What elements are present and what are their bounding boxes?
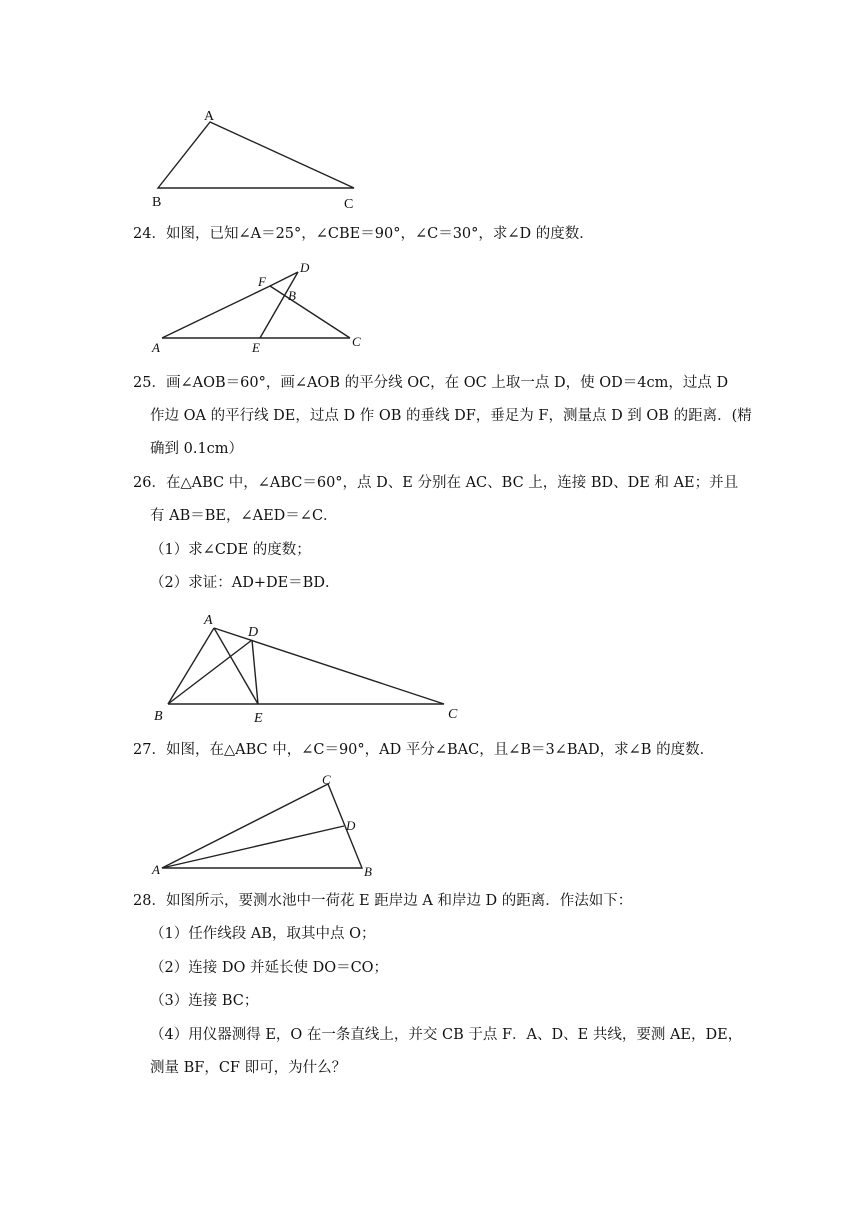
label-b: B [364,864,372,879]
problem-24-diagram [150,256,370,356]
label-c: C [344,197,354,212]
problem-26-line-1: 26．在△ABC 中，∠ABC＝60°，点 D、E 分别在 AC、BC 上，连接 BD、DE 和 AE；并且 [133,475,739,491]
problem-26-diagram [148,606,468,726]
label-f: F [258,274,266,289]
label-d: D [248,625,259,640]
problem-26-part-1: （1）求∠CDE 的度数； [150,542,311,558]
label-b: B [288,288,296,303]
problem-25-line-3: 确到 0.1cm） [150,441,244,457]
problem-28-step-2: （2）连接 DO 并延长使 DO＝CO； [150,960,389,976]
problem-28-step-4: （4）用仪器测得 E，O 在一条直线上，并交 CB 于点 F．A、D、E 共线，要测 AE，DE， [150,1027,743,1043]
problem-24-text: 24．如图，已知∠A＝25°，∠CBE＝90°，∠C＝30°，求∠D 的度数． [133,226,594,242]
figure-problem-24 [150,256,370,356]
figure-problem-27 [150,770,380,880]
problem-25-line-2: 作边 OA 的平行线 DE，过点 D 作 OB 的垂线 DF，垂足为 F，测量点 D 到 OB 的距离．(精 [150,408,752,424]
problem-28-step-3: （3）连接 BC； [150,993,259,1009]
label-c: C [352,334,361,349]
label-e: E [254,711,263,726]
problem-25-line-1: 25．画∠AOB＝60°，画∠AOB 的平分线 OC，在 OC 上取一点 D，使 OD＝4cm，过点 D [133,375,729,391]
label-b: B [154,709,163,724]
figure-triangle-abc-top [146,108,366,214]
problem-28-line-6: 测量 BF，CF 即可，为什么？ [150,1060,347,1076]
label-c: C [448,707,458,722]
label-a: A [204,613,213,628]
problem-28-line-1: 28．如图所示，要测水池中一荷花 E 距岸边 A 和岸边 D 的距离．作法如下： [133,893,633,909]
problem-27-text: 27．如图，在△ABC 中，∠C＝90°，AD 平分∠BAC，且∠B＝3∠BAD，求∠B 的度数． [133,742,715,758]
problem-28-step-1: （1）任作线段 AB，取其中点 O； [150,926,376,942]
label-a: A [204,109,215,124]
triangle-abc [158,122,354,188]
label-a: A [152,862,160,877]
label-c: C [322,772,331,787]
figure-problem-26 [148,606,468,726]
label-e: E [252,340,260,355]
triangle-abc-diagram [146,108,366,214]
problem-27-diagram [150,770,380,880]
label-b: B [152,195,162,210]
problem-26-part-2: （2）求证：AD+DE＝BD． [150,575,340,591]
label-a: A [152,340,160,355]
problem-26-line-2: 有 AB＝BE，∠AED＝∠C． [150,508,338,524]
label-d: D [346,818,356,833]
label-d: D [300,260,310,275]
